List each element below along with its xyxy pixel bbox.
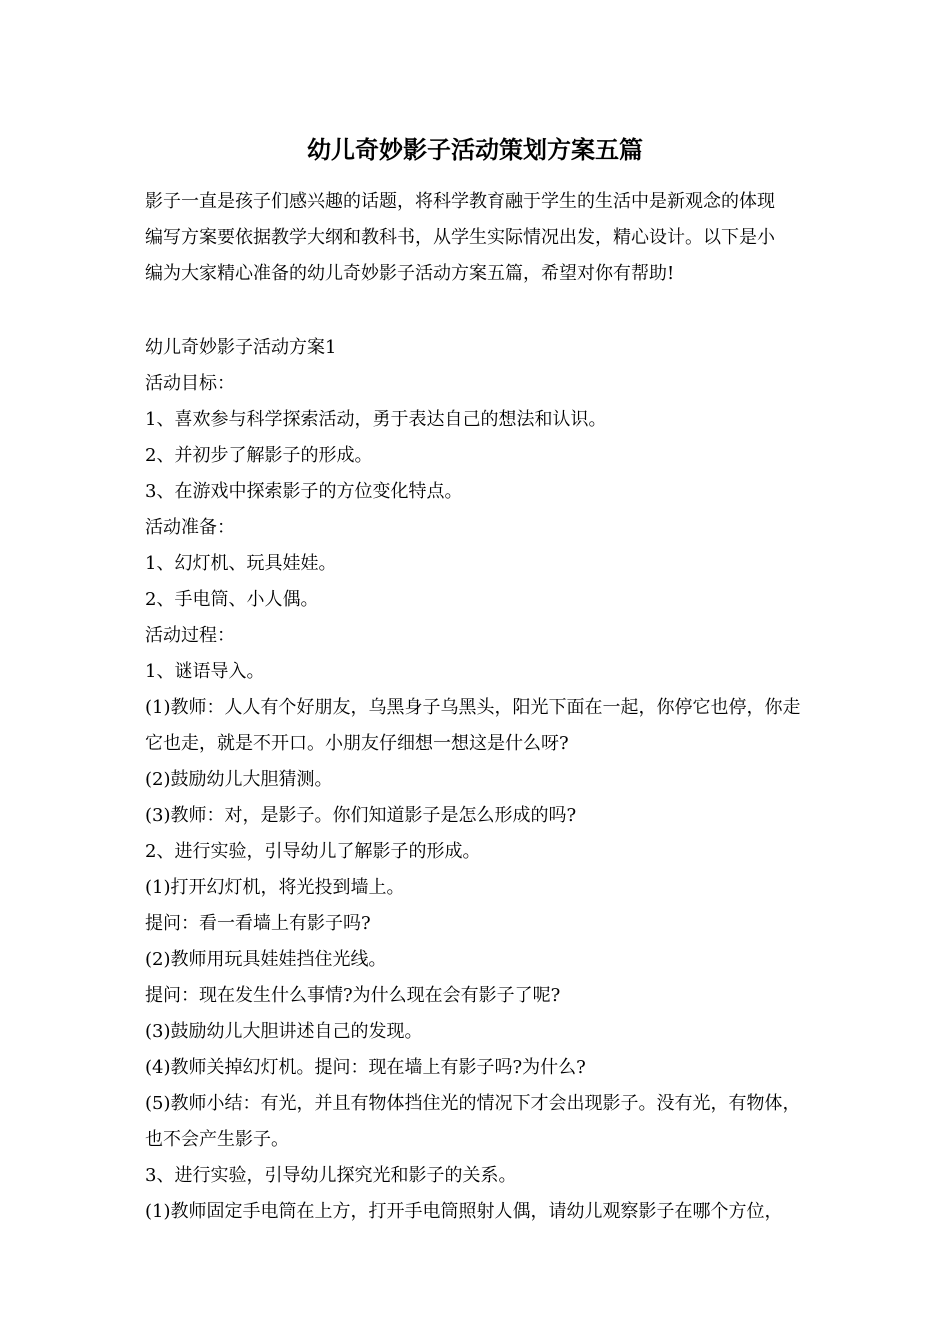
body-line: 1、谜语导入。 <box>145 661 265 682</box>
body-line: (1)教师固定手电筒在上方，打开手电筒照射人偶，请幼儿观察影子在哪个方位， <box>145 1201 783 1222</box>
body-line: (4)教师关掉幻灯机。提问：现在墙上有影子吗?为什么? <box>145 1057 586 1078</box>
body-line: 提问：看一看墙上有影子吗? <box>145 913 371 934</box>
subheading-process: 活动过程： <box>145 625 235 646</box>
subheading-goals: 活动目标： <box>145 373 235 394</box>
body-line: 2、手电筒、小人偶。 <box>145 589 319 610</box>
intro-paragraph <box>145 184 815 292</box>
body-line: 提问：现在发生什么事情?为什么现在会有影子了呢? <box>145 985 561 1006</box>
body-line: 它也走，就是不开口。小朋友仔细想一想这是什么呀? <box>145 733 569 754</box>
document-title: 幼儿奇妙影子活动策划方案五篇 <box>307 135 643 164</box>
body-line: 3、进行实验，引导幼儿探究光和影子的关系。 <box>145 1165 517 1186</box>
body-line: (1)打开幻灯机，将光投到墙上。 <box>145 877 405 898</box>
body-line: 2、进行实验，引导幼儿了解影子的形成。 <box>145 841 481 862</box>
intro-line: 编为大家精心准备的幼儿奇妙影子活动方案五篇，希望对你有帮助! <box>145 263 675 284</box>
body-line: 也不会产生影子。 <box>145 1129 289 1150</box>
body-line: 2、并初步了解影子的形成。 <box>145 445 373 466</box>
body-line: (3)鼓励幼儿大胆讲述自己的发现。 <box>145 1021 423 1042</box>
document-body <box>145 330 815 1230</box>
subheading-preparation: 活动准备： <box>145 517 235 538</box>
intro-line: 影子一直是孩子们感兴趣的话题，将科学教育融于学生的生活中是新观念的体现 <box>145 191 775 212</box>
body-line: (5)教师小结：有光，并且有物体挡住光的情况下才会出现影子。没有光，有物体， <box>145 1093 801 1114</box>
section-heading: 幼儿奇妙影子活动方案1 <box>145 337 337 358</box>
body-line: (1)教师：人人有个好朋友，乌黑身子乌黑头，阳光下面在一起，你停它也停，你走 <box>145 697 801 718</box>
body-line: 3、在游戏中探索影子的方位变化特点。 <box>145 481 463 502</box>
body-line: 1、幻灯机、玩具娃娃。 <box>145 553 337 574</box>
body-line: (3)教师：对，是影子。你们知道影子是怎么形成的吗? <box>145 805 577 826</box>
body-line: (2)鼓励幼儿大胆猜测。 <box>145 769 333 790</box>
body-line: 1、喜欢参与科学探索活动，勇于表达自己的想法和认识。 <box>145 409 607 430</box>
intro-line: 编写方案要依据教学大纲和教科书，从学生实际情况出发，精心设计。以下是小 <box>145 227 775 248</box>
body-line: (2)教师用玩具娃娃挡住光线。 <box>145 949 387 970</box>
